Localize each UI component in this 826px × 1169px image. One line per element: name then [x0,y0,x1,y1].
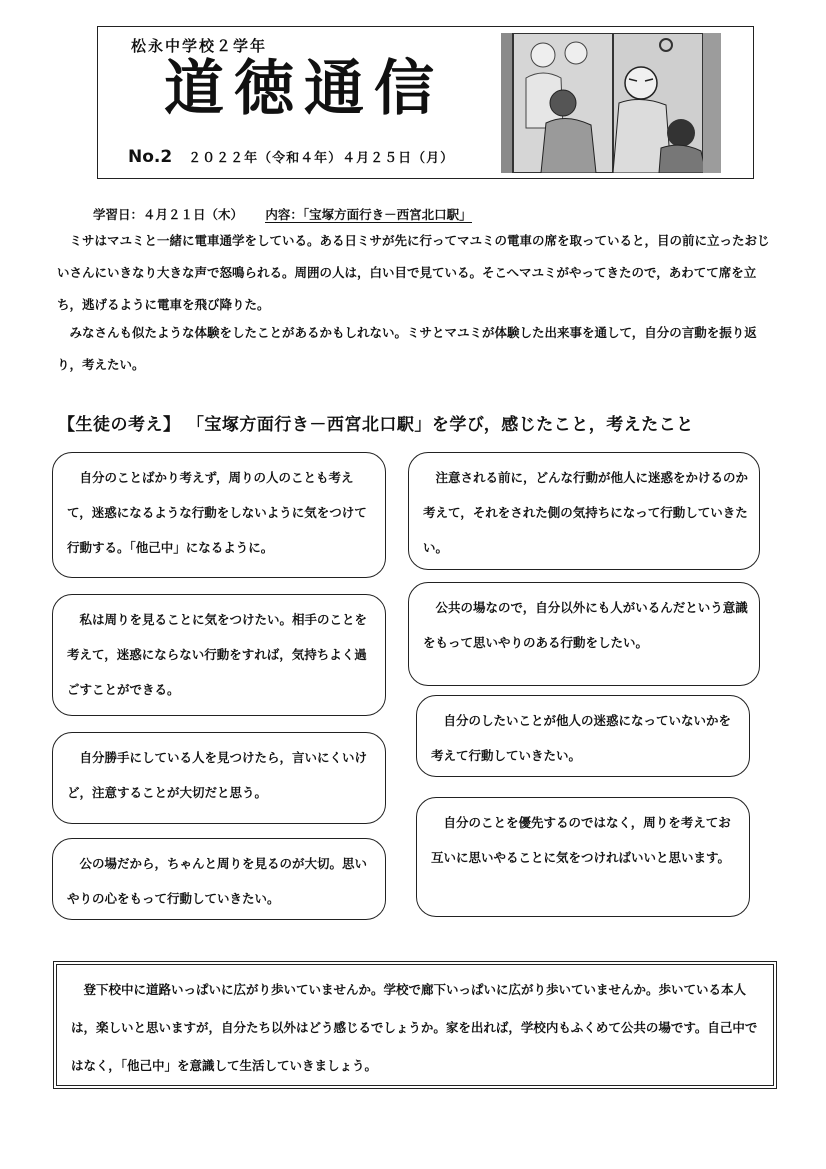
opinion-bubble: 注意される前に，どんな行動が他人に迷惑をかけるのか考えて，それをされた側の気持ちになって行動していきたい。 [408,452,760,570]
issue-number: No.2 [128,147,173,167]
study-info [93,205,472,223]
opinion-bubble: 私は周りを見ることに気をつけたい。相手のことを考えて，迷惑にならない行動をすれば，気持ちよく過ごすことができる。 [52,594,386,716]
opinion-bubble: 公共の場なので，自分以外にも人がいるんだという意識をもって思いやりのある行動をしたい。 [408,582,760,686]
opinion-bubble: 自分のことを優先するのではなく，周りを考えてお互いに思いやることに気をつければいいと思います。 [416,797,750,917]
section-heading: 【生徒の考え】 「宝塚方面行き－西宮北口駅」を学び，感じたこと，考えたこと [58,415,694,435]
newsletter-title: 道徳通信 [164,54,444,124]
train-scene-illustration [501,33,721,173]
issue-line [128,147,454,167]
opinion-bubble: 自分のしたいことが他人の迷惑になっていないかを考えて行動していきたい。 [416,695,750,777]
intro-paragraph: ミサはマユミと一緒に電車通学をしている。ある日ミサが先に行ってマユミの電車の席を取っていると，目の前に立ったおじいさんにいきなり大きな声で怒鳴られる。周囲の人は，白い目で見ている。そこへマユミがやってきたので，あわてて席を立ち，逃げるように電車を飛び降りた。 [57,233,770,312]
intro-paragraph: みなさんも似たような体験をしたことがあるかもしれない。ミサとマユミが体験した出来事を通して，自分の言動を振り返り，考えたい。 [57,325,757,372]
opinion-bubble: 公の場だから，ちゃんと周りを見るのが大切。思いやりの心をもって行動していきたい。 [52,838,386,920]
opinion-bubble: 自分のことばかり考えず，周りの人のことも考えて，迷惑になるような行動をしないように気をつけて行動する。「他己中」になるように。 [52,452,386,578]
study-date: 学習日：４月２１日（木） [93,207,244,222]
study-content: 内容：「宝塚方面行き－西宮北口駅」 [265,207,472,222]
masthead [97,26,754,179]
issue-date: ２０２２年（令和４年）４月２５日（月） [188,151,455,166]
opinion-bubble: 自分勝手にしている人を見つけたら，言いにくいけど，注意することが大切だと思う。 [52,732,386,824]
closing-message: 登下校中に道路いっぱいに広がり歩いていませんか。学校で廊下いっぱいに広がり歩いていませんか。歩いている本人は，楽しいと思いますが，自分たち以外はどう感じるでしょうか。家を出れば，学校内もふくめて公共の場です。自己中ではなく，「他己中」を意識して生活していきましょう。 [53,961,777,1089]
school-name: 松永中学校２学年 [131,37,268,55]
